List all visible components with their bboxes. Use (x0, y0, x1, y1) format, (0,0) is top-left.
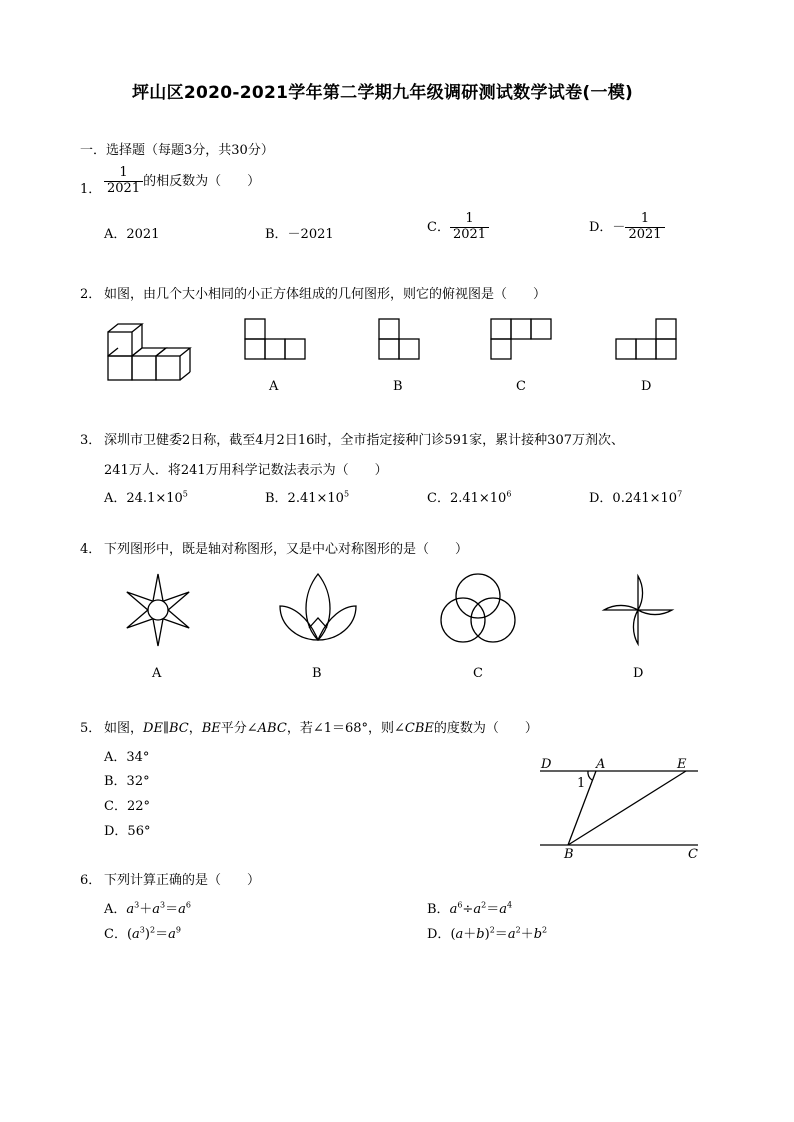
q1-stem (104, 166, 260, 197)
q3-option-b[interactable] (265, 487, 349, 506)
q5-seg-de: DE (143, 721, 163, 736)
q4-figure-c-circles[interactable] (438, 572, 518, 648)
q2-label-b: B (393, 379, 403, 394)
q1-d-num: 1 (625, 212, 664, 228)
q1-fraction (104, 166, 143, 197)
q6-stem: 下列计算正确的是（ ） (104, 873, 261, 888)
q6-b-expr: $a^6\div a^2=a^4$ (449, 900, 513, 917)
q2-label-c: C (516, 379, 526, 394)
q3-stem-line1: 深圳市卫健委2日称，截至4月2日16时，全市指定接种门诊591家，累计接种307万剂次、 (104, 433, 624, 448)
q1-frac-num: 1 (104, 166, 143, 182)
q6-c-expr: $(a^3)^2=a^9$ (126, 925, 181, 942)
q5-label-d: D (541, 757, 552, 772)
q2-view-a[interactable] (244, 318, 306, 360)
q3-c-base: C．2.41×10 (427, 491, 507, 506)
q2-label-a: A (269, 379, 279, 394)
q5-stem-pre: 如图， (104, 721, 144, 736)
q5-bisects: 平分∠ (220, 721, 258, 736)
q3-a-base: A．24.1×10 (104, 491, 183, 506)
q5-diagram (536, 756, 704, 864)
q1-option-a[interactable]: A．2021 (104, 227, 160, 242)
q6-d-expr: $(a+b)^2=a^2+b^2$ (450, 925, 548, 942)
q3-option-c[interactable] (427, 487, 511, 506)
q2-label-d: D (641, 379, 652, 394)
q5-label-c: C (688, 847, 698, 862)
q4-label-b: B (312, 666, 322, 681)
q5-seg-be: BE (201, 721, 221, 736)
q4-label-d: D (633, 666, 644, 681)
q1-frac-den: 2021 (107, 180, 141, 196)
q5-label-1: 1 (577, 776, 586, 791)
q2-stem: 如图，由几个大小相同的小正方体组成的几何图形，则它的俯视图是（ ） (104, 287, 547, 302)
q3-option-a[interactable] (104, 487, 188, 506)
q2-view-d[interactable] (615, 318, 677, 360)
q3-stem-line2: 241万人．将241万用科学记数法表示为（ ） (104, 463, 388, 478)
q3-c-exp: 6 (506, 489, 512, 499)
q1-c-den: 2021 (452, 226, 487, 242)
q6-number: 6． (80, 873, 102, 888)
q6-c-label: C． (104, 927, 127, 942)
q3-a-exp: 5 (182, 489, 188, 499)
q3-number: 3． (80, 433, 102, 448)
q1-c-fraction (450, 212, 489, 243)
q6-d-label: D． (427, 927, 451, 942)
q5-label-e: E (677, 757, 687, 772)
q5-comma: ， (188, 721, 202, 736)
q4-figure-d-pinwheel[interactable] (600, 572, 676, 648)
q4-label-a: A (152, 666, 162, 681)
q5-number: 5． (80, 721, 102, 736)
q2-number: 2． (80, 287, 102, 302)
q4-figure-b-lotus[interactable] (278, 572, 358, 646)
q3-b-base: B．2.41×10 (265, 491, 344, 506)
q6-option-a[interactable] (104, 898, 191, 917)
q1-c-label: C． (427, 219, 450, 235)
q6-option-c[interactable] (104, 923, 181, 942)
q4-label-c: C (473, 666, 483, 681)
q5-option-c[interactable]: C．22° (104, 799, 150, 814)
q5-angle-abc: ABC (257, 721, 287, 736)
q6-option-d[interactable] (427, 923, 547, 942)
q5-seg-bc: BC (168, 721, 189, 736)
q2-view-b[interactable] (378, 318, 420, 360)
q5-label-a: A (596, 757, 606, 772)
q5-option-d[interactable]: D．56° (104, 824, 151, 839)
q2-view-c[interactable] (490, 318, 552, 360)
q4-stem: 下列图形中，既是轴对称图形，又是中心对称图形的是（ ） (104, 542, 469, 557)
q1-d-label: D．－ (589, 219, 626, 235)
q1-c-num: 1 (450, 212, 489, 228)
q3-d-base: D．0.241×10 (589, 491, 678, 506)
q5-option-b[interactable]: B．32° (104, 774, 150, 789)
q1-d-den: 2021 (628, 226, 662, 242)
q1-option-b[interactable]: B．－2021 (265, 227, 334, 242)
q5-parallel-sign: ∥ (162, 721, 169, 736)
q4-figure-a-flower[interactable] (120, 572, 196, 648)
q6-a-label: A． (104, 902, 127, 917)
q5-option-a[interactable]: A．34° (104, 750, 150, 765)
q6-b-label: B． (427, 902, 450, 917)
q1-stem-text: 的相反数为（ ） (143, 173, 261, 189)
q3-d-exp: 7 (677, 489, 683, 499)
q5-angle-cbe: CBE (404, 721, 434, 736)
q2-solid-figure (100, 318, 195, 386)
q3-b-exp: 5 (343, 489, 350, 499)
q6-a-expr: $a^3+a^3=a^6$ (126, 900, 191, 917)
q1-d-fraction (625, 212, 664, 243)
q5-condition: ，若∠1＝68°，则∠ (286, 721, 405, 736)
q5-stem (104, 717, 538, 736)
section-heading: 一．选择题（每题3分，共30分） (80, 143, 274, 158)
q3-option-d[interactable] (589, 487, 682, 506)
q1-number: 1． (80, 182, 102, 197)
page-title: 坪山区2020-2021学年第二学期九年级调研测试数学试卷(一模) (132, 83, 634, 103)
q5-stem-tail: 的度数为（ ） (433, 721, 538, 736)
q5-label-b: B (564, 847, 574, 862)
q4-number: 4． (80, 542, 102, 557)
q1-option-c[interactable] (427, 212, 489, 243)
q1-option-d[interactable] (589, 212, 665, 243)
q6-option-b[interactable] (427, 898, 512, 917)
